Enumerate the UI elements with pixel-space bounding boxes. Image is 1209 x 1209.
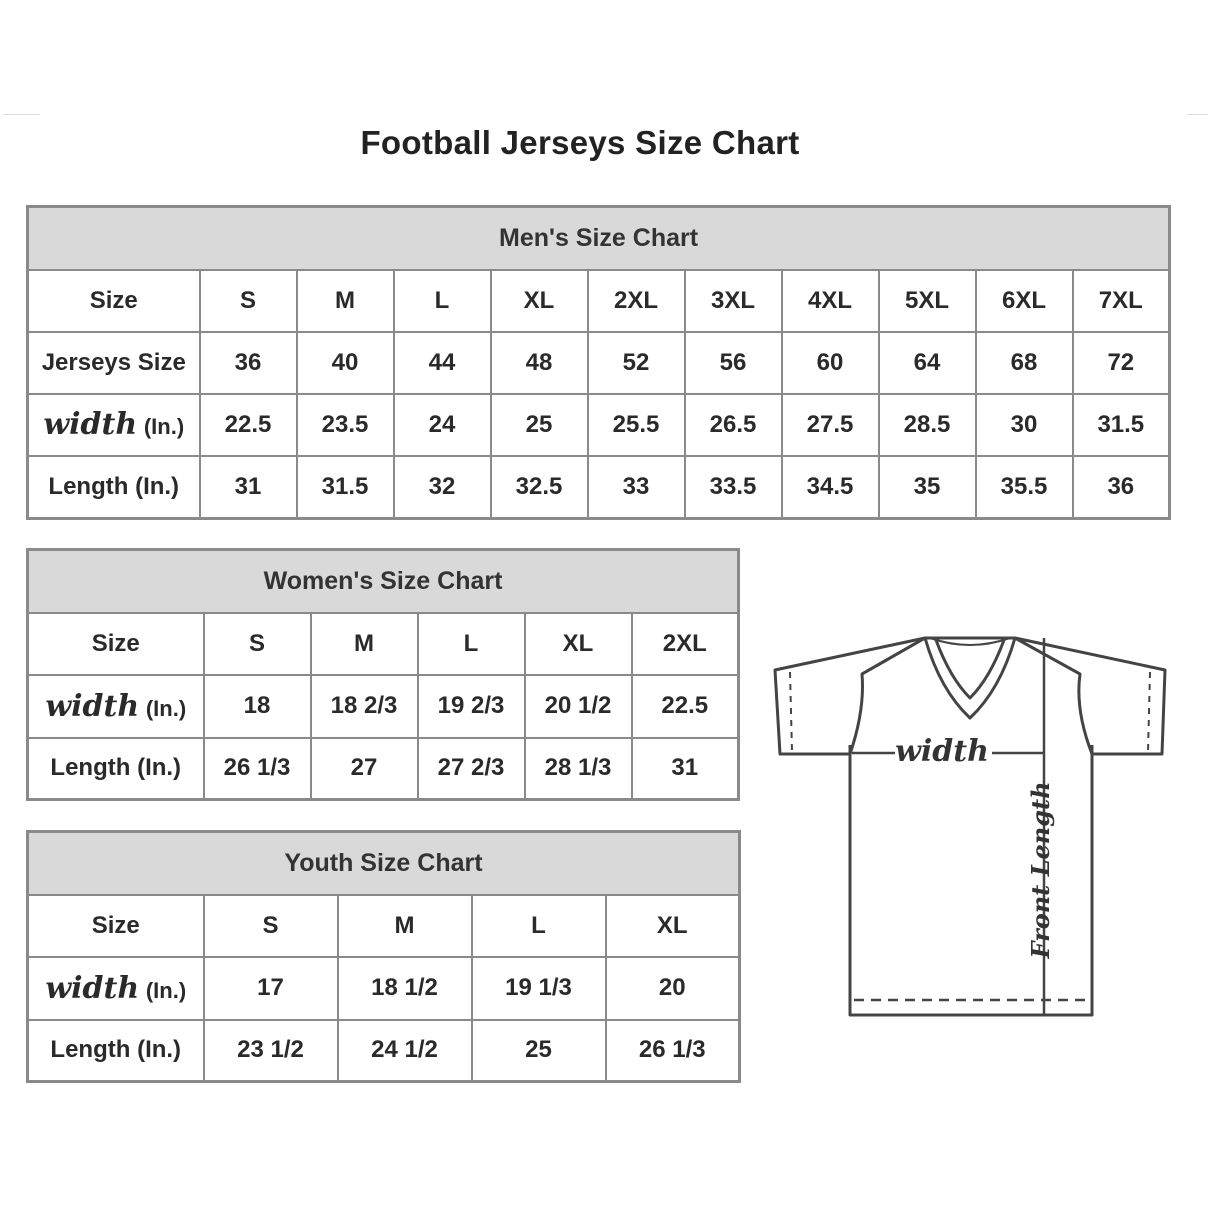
value-cell: 34.5: [782, 456, 879, 519]
value-cell: 25.5: [588, 394, 685, 456]
value-cell: 68: [976, 332, 1073, 394]
size-cell: 2XL: [632, 613, 739, 675]
value-cell: 17: [204, 957, 338, 1020]
value-cell: 31: [632, 738, 739, 800]
value-cell: 31.5: [297, 456, 394, 519]
value-cell: 36: [200, 332, 297, 394]
value-cell: 40: [297, 332, 394, 394]
value-cell: 25: [472, 1020, 606, 1082]
value-cell: 33: [588, 456, 685, 519]
size-cell: M: [297, 270, 394, 332]
value-cell: 25: [491, 394, 588, 456]
womens-size-row: [28, 613, 739, 675]
value-cell: 24: [394, 394, 491, 456]
mens-size-row: [28, 270, 1170, 332]
row-label: Size: [28, 613, 204, 675]
row-label: Jerseys Size: [28, 332, 200, 394]
mens-size-table: [26, 205, 1171, 520]
value-cell: 36: [1073, 456, 1170, 519]
width-label: width: [45, 688, 140, 724]
size-cell: L: [418, 613, 525, 675]
value-cell: 20 1/2: [525, 675, 632, 738]
youth-size-row: [28, 895, 740, 957]
unit-label: (In.): [145, 695, 187, 721]
row-label: Size: [28, 270, 200, 332]
size-cell: M: [311, 613, 418, 675]
value-cell: 22.5: [200, 394, 297, 456]
size-cell: 6XL: [976, 270, 1073, 332]
womens-table-caption: Women's Size Chart: [28, 550, 739, 613]
value-cell: 24 1/2: [338, 1020, 472, 1082]
youth-length-row: [28, 1020, 740, 1082]
value-cell: 72: [1073, 332, 1170, 394]
value-cell: 27: [311, 738, 418, 800]
value-cell: 18 2/3: [311, 675, 418, 738]
unit-label: (In.): [143, 414, 185, 439]
row-label: [28, 957, 204, 1020]
size-cell: 4XL: [782, 270, 879, 332]
size-cell: L: [472, 895, 606, 957]
value-cell: 20: [606, 957, 740, 1020]
youth-table-caption: Youth Size Chart: [28, 832, 740, 895]
row-label: Length (In.): [28, 738, 204, 800]
width-label: width: [43, 407, 138, 442]
value-cell: 44: [394, 332, 491, 394]
value-cell: 31: [200, 456, 297, 519]
size-cell: 7XL: [1073, 270, 1170, 332]
value-cell: 23 1/2: [204, 1020, 338, 1082]
value-cell: 28.5: [879, 394, 976, 456]
size-cell: 3XL: [685, 270, 782, 332]
value-cell: 27 2/3: [418, 738, 525, 800]
size-cell: M: [338, 895, 472, 957]
value-cell: 30: [976, 394, 1073, 456]
row-label: Length (In.): [28, 456, 200, 519]
row-label: Length (In.): [28, 1020, 204, 1082]
value-cell: 18 1/2: [338, 957, 472, 1020]
front-length-measure-label: Front Length: [1026, 781, 1055, 959]
value-cell: 23.5: [297, 394, 394, 456]
value-cell: 32: [394, 456, 491, 519]
size-cell: XL: [606, 895, 740, 957]
value-cell: 22.5: [632, 675, 739, 738]
value-cell: 52: [588, 332, 685, 394]
size-cell: S: [200, 270, 297, 332]
unit-label: (In.): [145, 977, 187, 1003]
youth-width-row: [28, 957, 740, 1020]
value-cell: 56: [685, 332, 782, 394]
size-cell: XL: [525, 613, 632, 675]
value-cell: 35.5: [976, 456, 1073, 519]
value-cell: 31.5: [1073, 394, 1170, 456]
width-measure-label: width: [895, 734, 989, 769]
size-cell: S: [204, 895, 338, 957]
value-cell: 26 1/3: [204, 738, 311, 800]
size-cell: 5XL: [879, 270, 976, 332]
value-cell: 26.5: [685, 394, 782, 456]
top-left-divider: [4, 114, 40, 115]
top-right-divider: [1188, 114, 1208, 115]
page-title: Football Jerseys Size Chart: [360, 124, 800, 161]
value-cell: 64: [879, 332, 976, 394]
row-label: Size: [28, 895, 204, 957]
row-label: [28, 675, 204, 738]
value-cell: 18: [204, 675, 311, 738]
jersey-measurement-diagram: [770, 630, 1170, 1022]
womens-length-row: [28, 738, 739, 800]
womens-width-row: [28, 675, 739, 738]
mens-table-caption: Men's Size Chart: [28, 207, 1170, 270]
mens-width-row: [28, 394, 1170, 456]
youth-size-table: [26, 830, 741, 1083]
mens-length-row: [28, 456, 1170, 519]
width-label: width: [45, 970, 140, 1006]
value-cell: 19 1/3: [472, 957, 606, 1020]
value-cell: 19 2/3: [418, 675, 525, 738]
size-cell: 2XL: [588, 270, 685, 332]
value-cell: 48: [491, 332, 588, 394]
value-cell: 26 1/3: [606, 1020, 740, 1082]
mens-jersey-size-row: [28, 332, 1170, 394]
value-cell: 27.5: [782, 394, 879, 456]
value-cell: 33.5: [685, 456, 782, 519]
shirt-outline-icon: [775, 638, 1165, 1015]
size-cell: L: [394, 270, 491, 332]
value-cell: 28 1/3: [525, 738, 632, 800]
size-cell: XL: [491, 270, 588, 332]
value-cell: 60: [782, 332, 879, 394]
value-cell: 35: [879, 456, 976, 519]
size-cell: S: [204, 613, 311, 675]
row-label: [28, 394, 200, 456]
womens-size-table: [26, 548, 740, 801]
value-cell: 32.5: [491, 456, 588, 519]
